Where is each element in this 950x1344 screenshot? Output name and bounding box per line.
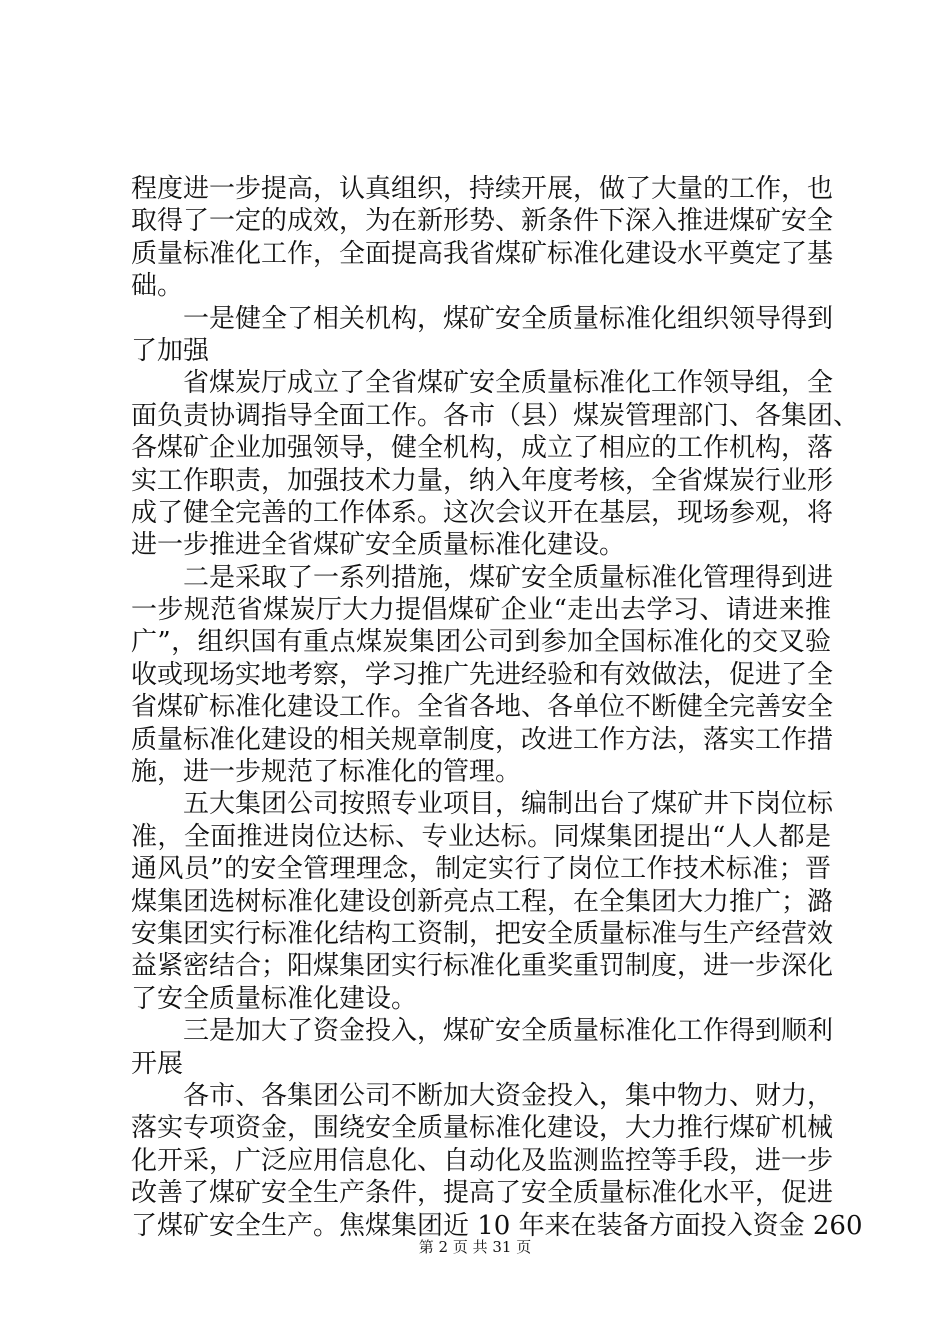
text-line: 质量标准化工作，全面提高我省煤矿标准化建设水平奠定了基 [131,238,834,269]
text-line: 了煤矿安全生产。焦煤集团近 10 年来在装备方面投入资金 260 [131,1210,863,1241]
text-line: 面负责协调指导全面工作。各市（县）煤炭管理部门、各集团、 [131,400,860,431]
text-line: 了加强 [131,335,210,366]
text-line: 安集团实行标准化结构工资制，把安全质量标准与生产经营效 [131,918,834,949]
text-line: 准，全面推进岗位达标、专业达标。同煤集团提出“人人都是 [131,821,831,852]
text-line: 省煤炭厅成立了全省煤矿安全质量标准化工作领导组，全 [183,368,834,399]
text-line: 三是加大了资金投入，煤矿安全质量标准化工作得到顺利 [183,1016,834,1047]
text-line: 一步规范省煤炭厅大力提倡煤矿企业“走出去学习、请进来推 [131,595,831,626]
text-line: 质量标准化建设的相关规章制度，改进工作方法，落实工作措 [131,724,834,755]
text-line: 改善了煤矿安全生产条件，提高了安全质量标准化水平，促进 [131,1178,834,1209]
text-line: 二是采取了一系列措施，煤矿安全质量标准化管理得到进 [183,562,834,593]
text-line: 各市、各集团公司不断加大资金投入，集中物力、财力， [183,1080,834,1111]
text-line: 益紧密结合；阳煤集团实行标准化重奖重罚制度，进一步深化 [131,951,834,982]
text-line: 各煤矿企业加强领导，健全机构，成立了相应的工作机构，落 [131,433,834,464]
text-line: 了安全质量标准化建设。 [131,983,418,1014]
page-footer [0,1237,950,1257]
text-line: 收或现场实地考察，学习推广先进经验和有效做法，促进了全 [131,659,834,690]
document-body [131,173,863,1242]
text-line: 开展 [131,1048,184,1079]
page-number-label: 第 2 页 共 31 页 [418,1238,532,1256]
text-line: 化开采，广泛应用信息化、自动化及监测监控等手段，进一步 [131,1145,834,1176]
text-line: 础。 [131,271,184,302]
text-line: 取得了一定的成效，为在新形势、新条件下深入推进煤矿安全 [131,206,834,237]
text-line: 广”，组织国有重点煤炭集团公司到参加全国标准化的交叉验 [131,627,831,658]
text-line: 省煤矿标准化建设工作。全省各地、各单位不断健全完善安全 [131,692,834,723]
text-line: 落实专项资金，围绕安全质量标准化建设，大力推行煤矿机械 [131,1113,834,1144]
text-line: 施，进一步规范了标准化的管理。 [131,757,522,788]
text-line: 一是健全了相关机构，煤矿安全质量标准化组织领导得到 [183,303,834,334]
text-line: 实工作职责，加强技术力量，纳入年度考核，全省煤炭行业形 [131,465,834,496]
text-line: 程度进一步提高，认真组织，持续开展，做了大量的工作，也 [131,174,834,204]
text-line: 进一步推进全省煤矿安全质量标准化建设。 [131,530,626,561]
text-line: 成了健全完善的工作体系。这次会议开在基层，现场参观，将 [131,497,834,528]
text-line: 煤集团选树标准化建设创新亮点工程，在全集团大力推广；潞 [131,886,834,917]
text-line: 五大集团公司按照专业项目，编制出台了煤矿井下岗位标 [183,789,834,820]
text-line: 通风员”的安全管理理念，制定实行了岗位工作技术标准；晋 [131,854,831,885]
